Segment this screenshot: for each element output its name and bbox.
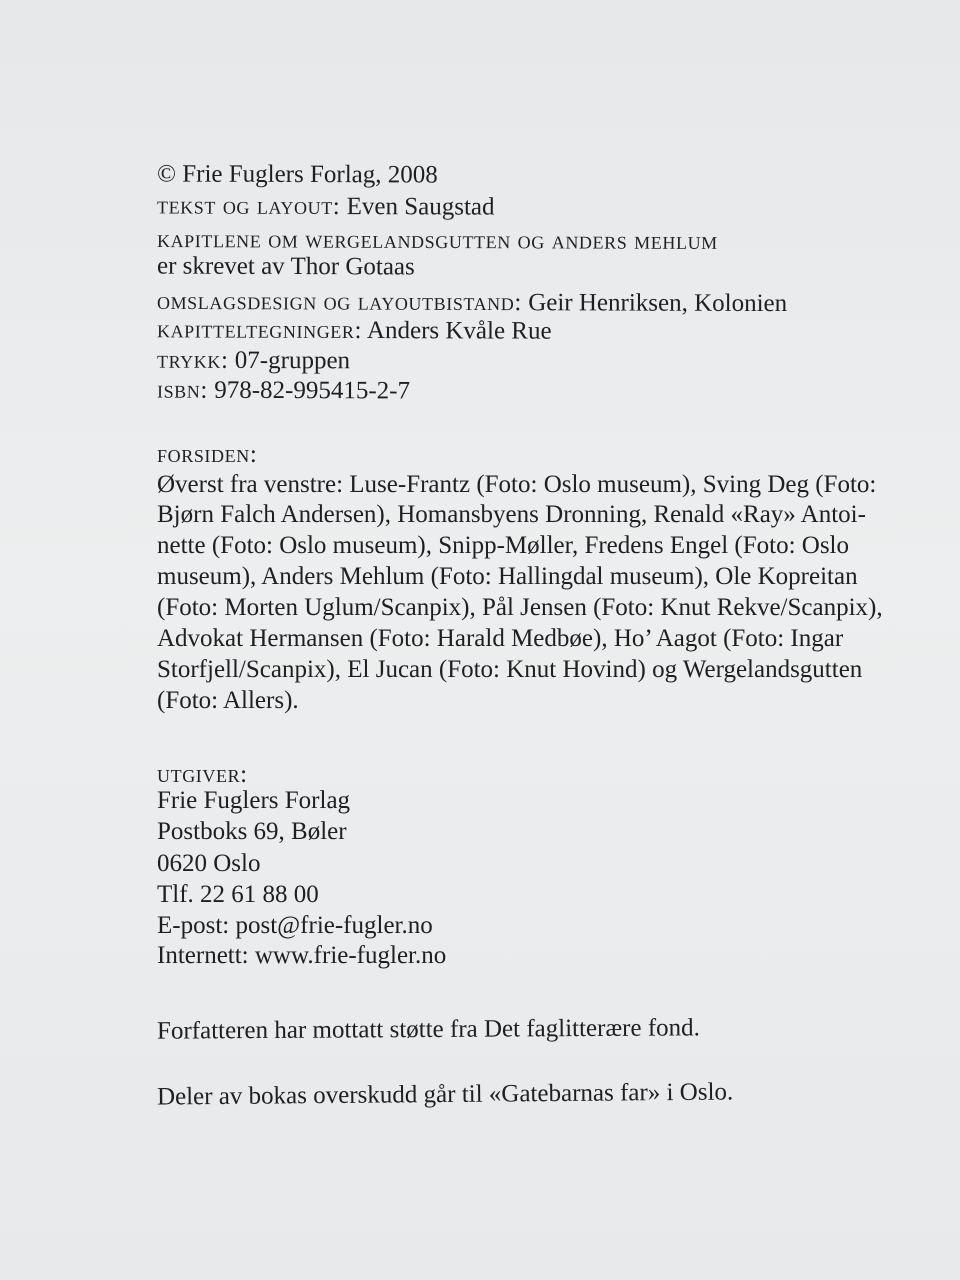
text-layout-label: tekst og layout: bbox=[156, 192, 341, 221]
copyright-line bbox=[157, 160, 438, 191]
isbn-label: isbn: bbox=[156, 376, 209, 404]
cover-design-line bbox=[157, 287, 787, 319]
cover-text-line: Advokat Hermansen (Foto: Harald Medbøe), Ho’ Aagot (Foto: Ingar bbox=[157, 625, 844, 652]
chapters-author-line bbox=[157, 252, 415, 283]
publisher-address-line: Frie Fuglers Forlag bbox=[157, 787, 351, 814]
print-line bbox=[157, 346, 350, 377]
cover-text-line: (Foto: Morten Uglum/Scanpix), Pål Jensen (Foto: Knut Rekve/Scanpix), bbox=[157, 594, 883, 621]
cover-design-label: omslagsdesign og layoutbistand: bbox=[156, 287, 523, 317]
cover-text-line: nette (Foto: Oslo museum), Snipp-Møller, Fredens Engel (Foto: Oslo bbox=[157, 532, 850, 559]
isbn-value: 978-82-995415-2-7 bbox=[214, 376, 411, 405]
publisher-address-line: Postboks 69, Bøler bbox=[157, 818, 347, 845]
support-note: Forfatteren har mottatt støtte fra Det faglitterære fond. bbox=[156, 1014, 700, 1045]
print-label: trykk: bbox=[156, 346, 229, 374]
publisher-heading: utgiver: bbox=[157, 761, 248, 788]
chapter-drawings-label: kapitteltegninger: bbox=[156, 316, 363, 345]
publisher-address-line: 0620 Oslo bbox=[157, 850, 261, 877]
publisher-website: Internett: www.frie-fugler.no bbox=[157, 942, 447, 969]
chapters-value: er skrevet av Thor Gotaas bbox=[156, 252, 415, 281]
publisher-email: E-post: post@frie-fugler.no bbox=[157, 912, 433, 939]
print-value: 07-gruppen bbox=[234, 346, 351, 375]
text-layout-line bbox=[157, 191, 495, 222]
surplus-note: Deler av bokas overskudd går til «Gatebarnas far» i Oslo. bbox=[156, 1078, 734, 1111]
isbn-line bbox=[157, 376, 410, 407]
text-layout-value: Even Saugstad bbox=[346, 193, 495, 221]
cover-text-line: Storfjell/Scanpix), El Jucan (Foto: Knut Hovind) og Wergelandsgutten bbox=[157, 656, 863, 683]
chapter-drawings-line bbox=[157, 315, 552, 346]
copyright-text: © Frie Fuglers Forlag, 2008 bbox=[156, 160, 438, 189]
chapter-drawings-value: Anders Kvåle Rue bbox=[366, 317, 552, 345]
cover-text-line: Øverst fra venstre: Luse-Frantz (Foto: Oslo museum), Sving Deg (Foto: bbox=[157, 471, 877, 498]
cover-text-line: (Foto: Allers). bbox=[157, 687, 299, 714]
publisher-phone: Tlf. 22 61 88 00 bbox=[157, 881, 319, 908]
chapters-label: kapitlene om wergelandsgutten og anders mehlum bbox=[156, 226, 718, 255]
cover-heading: forsiden: bbox=[157, 441, 258, 468]
cover-text-line: museum), Anders Mehlum (Foto: Hallingdal museum), Ole Kopreitan bbox=[157, 563, 858, 590]
cover-design-value: Geir Henriksen, Kolonien bbox=[528, 289, 788, 318]
cover-text-line: Bjørn Falch Andersen), Homansbyens Dronning, Renald «Ray» Antoi- bbox=[157, 501, 866, 528]
